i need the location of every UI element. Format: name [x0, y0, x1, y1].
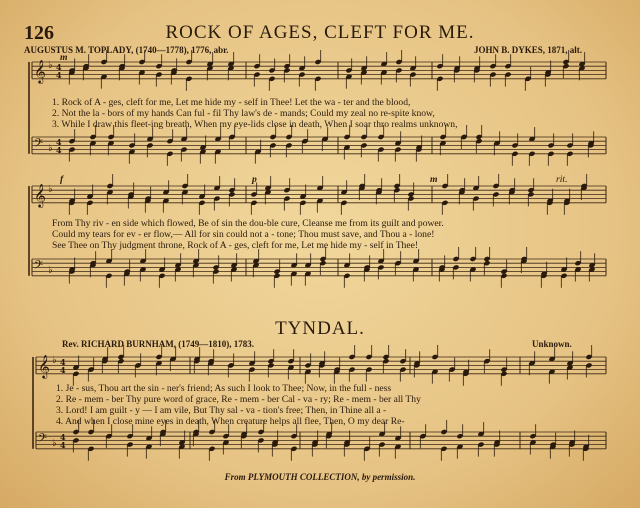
- svg-text:4: 4: [60, 357, 66, 367]
- lyric-line: See Thee on Thy judgment throne, Rock of A - ges, cleft for me, Let me hide my - self in Thee!: [52, 240, 419, 251]
- bass-clef: 𝄢: [34, 259, 44, 275]
- dynamic-mark: m: [60, 52, 68, 63]
- dynamic-mark: p: [252, 174, 257, 185]
- hymn-title-rock-of-ages: ROCK OF AGES, CLEFT FOR ME.: [165, 22, 475, 43]
- lyric-line: 1. Rock of A - ges, cleft for me, Let me hide my - self in Thee! Let the wa - ter and the blood,: [52, 97, 411, 108]
- key-signature: ♭: [48, 143, 53, 154]
- lyric-line: 2. Re - mem - ber Thy pure word of grace, Re - mem - ber Cal - va - ry; Re - mem - ber all Thy: [56, 394, 421, 405]
- lyric-line: Could my tears for ev - er flow,— All for sin could not a - tone; Thou must save, and Thou a - lone!: [52, 229, 435, 240]
- lyric-line: 3. While I draw this fleet-ing breath, When my eye-lids close in death, When I soar thro realms unknown,: [52, 119, 458, 130]
- author-credit: AUGUSTUS M. TOPLADY, (1740—1778), 1776, abr.: [24, 45, 229, 55]
- dynamic-mark: rit.: [556, 174, 568, 185]
- key-signature: ♭: [52, 355, 57, 366]
- svg-text:4: 4: [60, 365, 66, 375]
- key-signature: ♭: [52, 438, 57, 449]
- page-number: 126: [24, 22, 54, 44]
- lyric-line: 2. Not the la - bors of my hands Can ful - fil Thy law's de - mands; Could my zeal no re-spite know,: [52, 108, 435, 119]
- lyric-line: 1. Je - sus, Thou art the sin - ner's friend; As such I look to Thee; Now, in the full - ness: [56, 383, 392, 394]
- svg-text:4: 4: [56, 70, 62, 80]
- dynamic-mark: f: [60, 174, 64, 185]
- author-credit: Rev. RICHARD BURNHAM, (1749—1810), 1783.: [62, 339, 254, 349]
- bass-clef: 𝄢: [34, 137, 44, 153]
- bass-clef: 𝄢: [38, 432, 48, 448]
- hymn-title-tyndal: TYNDAL.: [275, 318, 365, 339]
- treble-clef: 𝄞: [38, 354, 50, 378]
- svg-text:4: 4: [56, 62, 62, 72]
- treble-clef: 𝄞: [34, 59, 46, 83]
- key-signature: ♭: [48, 184, 53, 195]
- key-signature: ♭: [48, 60, 53, 71]
- composer-credit: Unknown.: [532, 339, 572, 349]
- svg-text:4: 4: [56, 137, 62, 147]
- composer-credit: JOHN B. DYKES, 1871, alt.: [474, 45, 583, 55]
- lyric-line: 3. Lord! I am guilt - y — I am vile, But Thy sal - va - tion's free; Then, in Thine all a -: [56, 405, 387, 416]
- key-signature: ♭: [48, 265, 53, 276]
- lyric-line: From Thy riv - en side which flowed, Be of sin the dou-ble cure, Cleanse me from its guilt and power.: [52, 218, 444, 229]
- lyric-line: 4. And when I close mine eyes in death, When creature helps all flee, Then, O my dear Re-: [56, 416, 405, 427]
- treble-clef: 𝄞: [34, 183, 46, 207]
- svg-text:4: 4: [60, 440, 66, 450]
- svg-text:4: 4: [56, 145, 62, 155]
- footer-credit: From PLYMOUTH COLLECTION, by permission.: [224, 472, 416, 482]
- dynamic-mark: m: [430, 174, 438, 185]
- svg-text:4: 4: [60, 432, 66, 442]
